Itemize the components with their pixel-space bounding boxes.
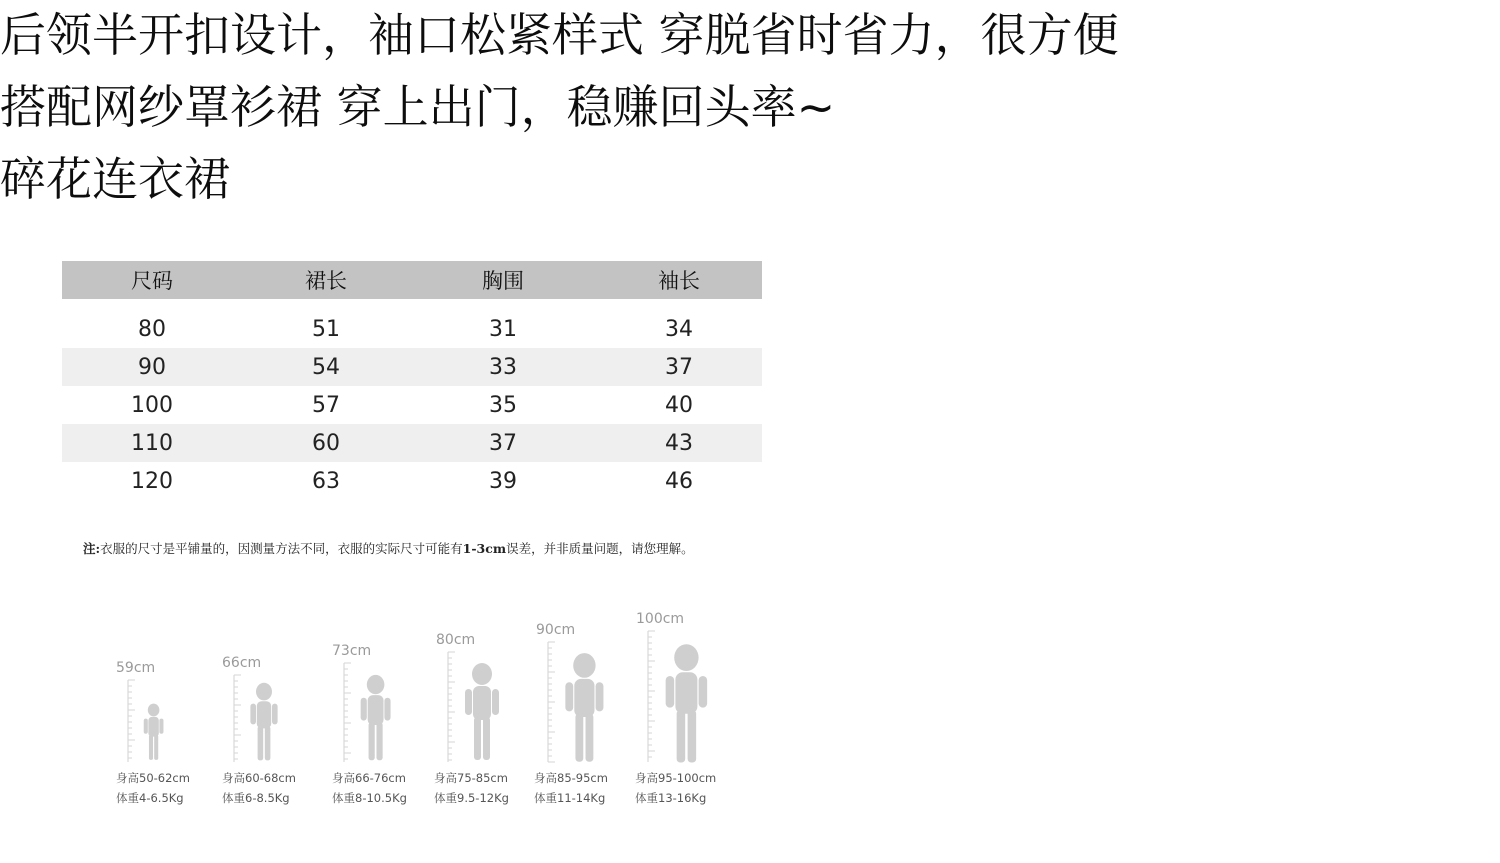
product-title: 碎花连衣裙 — [0, 152, 230, 206]
weight-range-caption: 体重13-16Kg — [635, 791, 707, 805]
cell-size: 90 — [62, 348, 242, 386]
cell-size: 110 — [62, 424, 242, 462]
cell-chest: 39 — [489, 468, 517, 494]
child-silhouette-icon — [342, 663, 402, 766]
child-silhouette-icon — [446, 652, 506, 766]
weight-range-caption: 体重11-14Kg — [534, 791, 606, 805]
table-spacer — [62, 299, 762, 310]
weight-range-caption: 体重8-10.5Kg — [332, 791, 407, 805]
height-range-caption: 身高60-68cm — [222, 771, 296, 785]
table-row — [62, 348, 762, 386]
weight-range-caption: 体重4-6.5Kg — [116, 791, 184, 805]
table-row — [62, 424, 762, 462]
header-skirt-length: 裙长 — [242, 261, 410, 299]
cell-sleeve-length: 37 — [596, 348, 762, 386]
headline-line-1: 后领半开扣设计，袖口松紧样式 穿脱省时省力，很方便 — [0, 8, 1119, 62]
size-table-header-row — [62, 261, 762, 299]
cell-chest: 33 — [410, 348, 596, 386]
cell-skirt-length: 60 — [242, 424, 410, 462]
cell-sleeve-length: 40 — [665, 392, 693, 418]
cell-skirt-length: 51 — [312, 316, 340, 342]
note-text-before: 衣服的尺寸是平铺量的，因测量方法不同，衣服的实际尺寸可能有 — [100, 541, 463, 556]
cell-sleeve-length: 43 — [596, 424, 762, 462]
height-range-caption: 身高66-76cm — [332, 771, 406, 785]
cell-chest: 31 — [489, 316, 517, 342]
height-label: 100cm — [636, 611, 685, 627]
height-label: 59cm — [116, 660, 156, 676]
child-silhouette-icon — [646, 631, 706, 766]
height-range-caption: 身高95-100cm — [635, 771, 717, 785]
header-chest: 胸围 — [410, 261, 596, 299]
cell-skirt-length: 63 — [312, 468, 340, 494]
cell-sleeve-length: 46 — [665, 468, 693, 494]
header-sleeve-length: 袖长 — [596, 261, 762, 299]
child-silhouette-icon — [126, 680, 186, 766]
cell-chest: 35 — [489, 392, 517, 418]
cell-skirt-length: 57 — [312, 392, 340, 418]
cell-size: 80 — [138, 316, 166, 342]
header-size: 尺码 — [62, 261, 242, 299]
weight-range-caption: 体重9.5-12Kg — [434, 791, 509, 805]
height-label: 73cm — [332, 643, 372, 659]
table-row — [62, 462, 762, 500]
cell-chest: 37 — [410, 424, 596, 462]
height-range-caption: 身高85-95cm — [534, 771, 608, 785]
cell-skirt-length: 54 — [242, 348, 410, 386]
child-silhouette-icon — [546, 642, 606, 766]
height-label: 80cm — [436, 632, 476, 648]
note-prefix: 注: — [83, 541, 101, 556]
table-row — [62, 310, 762, 348]
height-range-caption: 身高75-85cm — [434, 771, 508, 785]
size-table — [62, 261, 762, 500]
weight-range-caption: 体重6-8.5Kg — [222, 791, 290, 805]
child-silhouette-icon — [232, 675, 292, 766]
note-highlight: 1-3cm — [462, 541, 507, 556]
measurement-note — [83, 539, 694, 557]
height-label: 90cm — [536, 622, 576, 638]
height-label: 66cm — [222, 655, 262, 671]
table-row — [62, 386, 762, 424]
height-range-caption: 身高50-62cm — [116, 771, 190, 785]
cell-size: 120 — [131, 468, 173, 494]
note-text-after: 误差，并非质量问题，请您理解。 — [506, 541, 694, 556]
cell-sleeve-length: 34 — [665, 316, 693, 342]
cell-size: 100 — [131, 392, 173, 418]
headline-line-2: 搭配网纱罩衫裙 穿上出门，稳赚回头率~ — [0, 80, 836, 134]
